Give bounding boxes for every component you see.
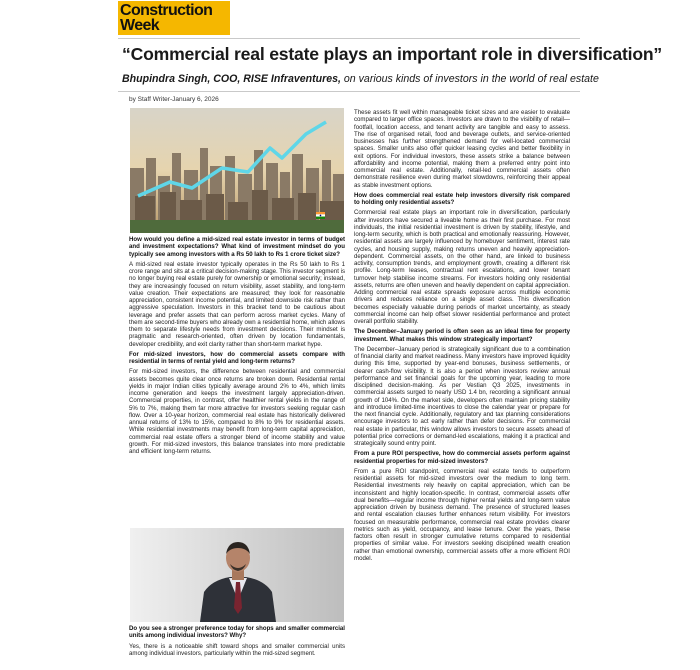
answer-3: Yes, there is a noticeable shift toward shops and smaller commercial units among individual investors, particularly within the mid-sized segment. (129, 642, 345, 657)
question-2: For mid-sized investors, how do commercial assets compare with residential in terms of rental yield and long-term returns? (129, 350, 345, 365)
answer-4: Commercial real estate plays an important role in diversification, particularly after investors have secured a liveable home as their first purchase. For most individuals, the initial residential investment is driven by stability, lifestyle, and long-term security, which is both practical and emotionally reassuring. However, residential assets are largely influenced by homebuyer sentiment, interest rate cycles, and housing supply, making returns uneven and heavily appreciation-dependent. Commercial assets, on the other hand, are linked to business activity, consumption trends, and employment growth, creating a different risk profile. Long-term leases, contractual rent escalations, and lower tenant turnover help stabilise income streams. For investors holding only residential assets, returns are often uneven and heavily dependent on capital appreciation. Adding commercial real estate spreads exposure across multiple economic drivers and reduces reliance on a single asset class. This diversification becomes especially valuable during periods of market uncertainty, as steady commercial income can help offset slower residential performance and protect overall portfolio stability. (354, 209, 570, 325)
answer-5: The December–January period is strategically significant due to a combination of financial clarity and market readiness. Many investors have improved liquidity during this time, supported by year-end bonuses, business settlements, or clearer cash-flow visibility. It is also a period when investors review annual performance and set financial goals for the upcoming year, leading to more disciplined decision-making. As per Vestian Q3 2025, investments in commercial assets surged to nearly USD 1.4 bn, recording a significant annual growth of 104%. On the market side, developers often maintain pricing stability and introduce limited-time incentives to close the calendar year or prepare for the next financial cycle. Additionally, regulatory and tax planning considerations encourage investors to act early rather than defer decisions. For commercial real estate in particular, this window allows investors to secure assets ahead of potential price corrections or demand-led escalations, making it a practical and strategically sound entry point. (354, 345, 570, 447)
answer-2: For mid-sized investors, the difference between residential and commercial assets becomes quite clear once returns are broken down. Residential rental yields in major Indian cities typically average around 2% to 4%, which limits income generation and keeps the investment largely appreciation-driven. Commercial properties, in contrast, offer healthier rental yields in the range of 5% to 7%, making them far more attractive for investors seeking regular cash flow. Over a 10-year horizon, commercial real estate has historically delivered annual returns of 13% to 15%, compared to 8% to 9% for residential assets. While residential investments may benefit from long-term capital appreciation, commercial real estate offers a stronger blend of income stability and value growth. For mid-sized investors, this balance translates into more predictable and efficient long-term returns. (129, 368, 345, 455)
subhead-topic: on various kinds of investors in the world of real estate (340, 73, 599, 85)
question-4: How does commercial real estate help investors diversify risk compared to holding only residential assets? (354, 191, 570, 206)
left-column-tail (129, 625, 345, 660)
brand-line-1: Construction (120, 2, 213, 19)
top-rule (118, 38, 580, 39)
answer-1: A mid-sized real estate investor typically operates in the Rs 50 lakh to Rs 1 crore range and sits at a critical decision-making stage. This investor segment is no longer buying real estate purely for ownership or emotional security; instead, they are increasingly focused on return visibility, asset stability, and long-term value creation. Their expectations are measured; they look for reasonable appreciation, consistent income potential, and limited downside risk rather than aggressive speculation. Investors in this bracket tend to be cautious about leverage and prefer assets that can perform across market cycles. Many of them are second-time buyers who already own a residential home, which allows them to separate lifestyle needs from investment decisions. Their mindset is pragmatic and research-oriented, often driven by location fundamentals, developer credibility, and exit clarity rather than short-term market hype. (129, 260, 345, 348)
left-column (129, 236, 345, 458)
answer-3-cont: These assets fit well within manageable ticket sizes and are easier to evaluate compared to larger office spaces. Investors are drawn to the visibility of retail—footfall, location access, and tenant activity are tangible and easy to assess. The rise of organised retail, food and beverage outlets, and service-oriented businesses has further strengthened demand for well-located commercial spaces. Smaller units also offer quicker leasing cycles and better flexibility in exit options. For individual investors, these assets strike a balance between affordability and income potential, making them a preferred entry point into commercial real estate. Additionally, retail-led commercial assets often demonstrate resilience even during market slowdowns, reinforcing their appeal as stable investment options. (354, 109, 570, 189)
brand-line-2: Week (120, 17, 160, 34)
byline: by Staff Writer-January 6, 2026 (129, 96, 219, 103)
question-3: Do you see a stronger preference today for shops and smaller commercial units among individual investors? Why? (129, 625, 345, 640)
skyline-illustration (130, 108, 344, 233)
portrait-photo (130, 528, 344, 622)
question-6: From a pure ROI perspective, how do commercial assets perform against residential properties for mid-sized investors? (354, 450, 570, 465)
answer-6: From a pure ROI standpoint, commercial real estate tends to outperform residential assets for mid-sized investors over the medium to long term. Residential investments rely heavily on capital appreciation, which can be inconsistent and highly location-specific. In contrast, commercial assets offer dual benefits—regular income through higher rental yields and long-term value appreciation driven by business demand. The presence of structured leases and rental escalation clauses further enhances return visibility. For investors focused on measurable performance, commercial real estate provides clearer metrics such as yield, occupancy, and lease tenure. Over the years, these factors often result in stronger cumulative returns compared to residential properties of similar value. For investors seeking disciplined wealth creation rather than emotional ownership, commercial assets offer a more efficient ROI model. (354, 467, 570, 562)
article-headline: “Commercial real estate plays an important role in diversification” (122, 44, 663, 64)
subhead-rule (118, 91, 580, 92)
india-flag-icon (316, 212, 325, 219)
right-column (354, 109, 570, 565)
city-skyline-photo (130, 108, 344, 233)
brand-logo (118, 1, 230, 35)
question-5: The December–January period is often seen as an ideal time for property investment. What makes this window strategically important? (354, 328, 570, 343)
portrait-illustration (130, 528, 344, 622)
question-1: How would you define a mid-sized real estate investor in terms of budget and investment expectations? What kind of investment mindset do you typically see among investors with a Rs 50 lakh to Rs 1 crore ticket size? (129, 236, 345, 258)
subhead-speaker: Bhupindra Singh, COO, RISE Infraventures, (122, 73, 341, 85)
article-subhead (122, 73, 599, 85)
